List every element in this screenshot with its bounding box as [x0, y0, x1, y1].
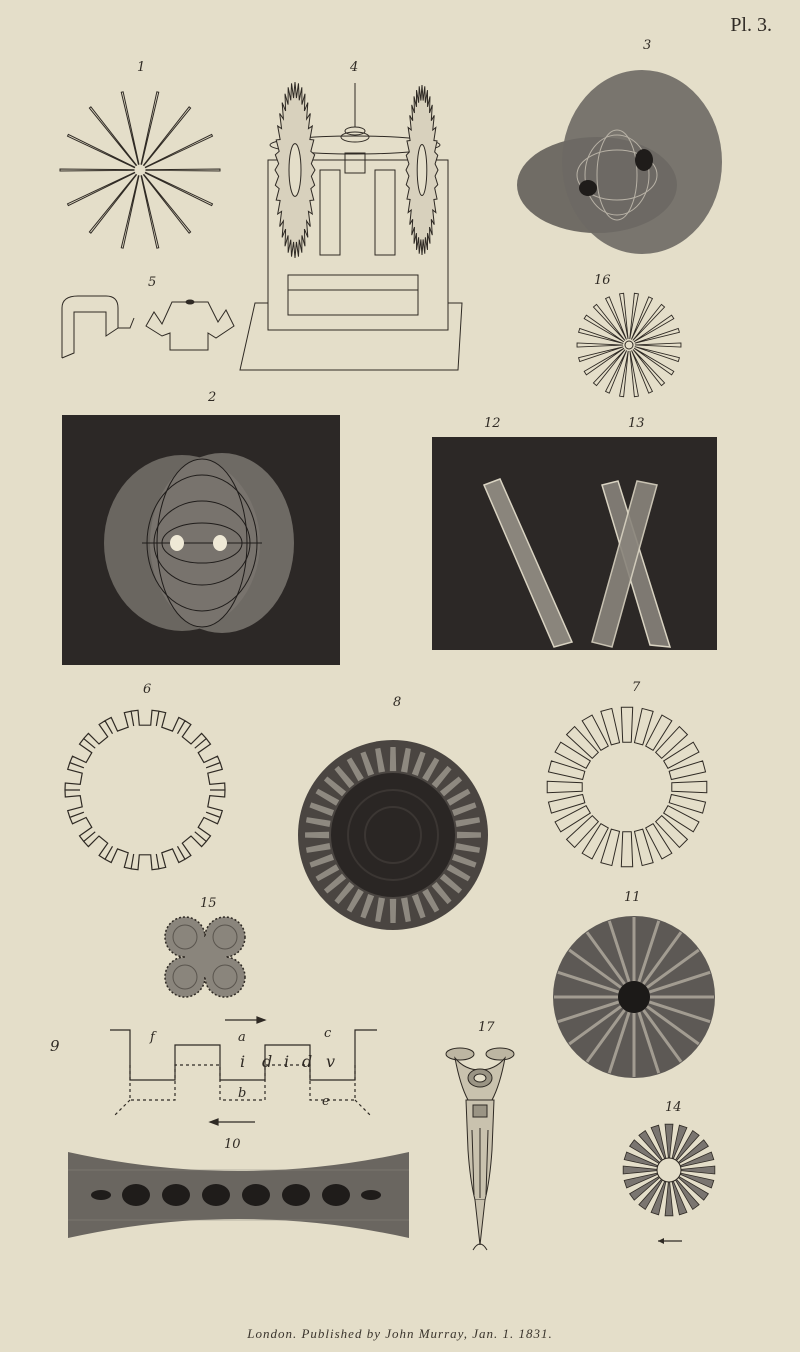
ray	[141, 92, 159, 164]
ray	[121, 176, 139, 248]
band-node	[162, 1184, 190, 1206]
disc-tick	[390, 899, 396, 923]
figure-9-letter-d: d	[262, 1052, 273, 1071]
figure-6-toothed-ring	[60, 705, 230, 875]
figure-3-label: 3	[643, 38, 652, 53]
ring-segment	[621, 707, 632, 742]
disc-stripe	[665, 1124, 673, 1158]
band-node	[202, 1184, 230, 1206]
figure-9-letter-i-2: i	[284, 1052, 290, 1071]
ring-segment	[672, 781, 707, 792]
figure-5-folded-plates	[58, 288, 243, 368]
figure-17-organism	[440, 1040, 520, 1255]
figure-8-label: 8	[393, 695, 402, 710]
figure-16-label: 16	[594, 273, 611, 288]
ray	[146, 169, 220, 171]
figure-9-letter-i: i	[240, 1052, 246, 1071]
figure-5-label: 5	[148, 275, 157, 290]
band-node	[122, 1184, 150, 1206]
figure-9-letter-f: f	[150, 1030, 155, 1045]
band-node	[282, 1184, 310, 1206]
figure-14-label: 14	[665, 1100, 682, 1115]
figure-9-letter-b: b	[238, 1086, 247, 1101]
band-node	[361, 1190, 381, 1200]
figure-13-label: 13	[628, 416, 645, 431]
ray	[60, 169, 134, 171]
ring-segment	[547, 781, 582, 792]
publisher-caption: London. Published by John Murray, Jan. 1. 1831.	[247, 1326, 553, 1341]
figure-1-label: 1	[137, 60, 146, 75]
figure-11-label: 11	[624, 890, 641, 905]
figure-14-striped-disc	[622, 1123, 717, 1248]
figure-16-star-disc	[572, 290, 687, 400]
figure-10-vibrating-band	[66, 1150, 411, 1240]
figure-9-letter-v: v	[326, 1052, 336, 1071]
figure-4-label: 4	[350, 60, 359, 75]
disc-stripe	[681, 1166, 715, 1174]
disc-tick	[305, 832, 329, 838]
plate-number: Pl. 3.	[730, 14, 772, 36]
figure-1-radiating-rays	[55, 85, 225, 255]
star-ray	[577, 343, 623, 347]
figure-9-label: 9	[50, 1037, 60, 1055]
band-node	[322, 1184, 350, 1206]
figure-9-letter-a: a	[238, 1030, 246, 1045]
disc-stripe	[665, 1182, 673, 1216]
figure-2-field-pattern	[62, 415, 340, 665]
ring-segment	[621, 832, 632, 867]
figure-7-rayed-ring	[545, 705, 710, 870]
figure-9-letter-e: e	[322, 1094, 330, 1109]
star-ray	[635, 343, 681, 347]
figure-9-letter-c: c	[324, 1026, 332, 1041]
figure-6-label: 6	[143, 682, 152, 697]
saw-hub	[417, 145, 427, 196]
figure-15-label: 15	[200, 896, 217, 911]
figure-10-label: 10	[224, 1137, 241, 1152]
figure-8-ringed-disc	[296, 738, 491, 933]
ray	[121, 92, 139, 164]
figure-9-letter-d-2: d	[302, 1052, 313, 1071]
figure-7-label: 7	[632, 680, 641, 695]
figure-4-apparatus	[230, 75, 470, 375]
figure-15-clover	[160, 912, 250, 1002]
figure-3-overlapping-discs	[512, 70, 727, 255]
figure-12-13-crossing-bands	[432, 437, 717, 650]
figure-2-label: 2	[208, 390, 217, 405]
band-node	[91, 1190, 111, 1200]
figure-12-label: 12	[484, 416, 501, 431]
saw-hub	[289, 144, 301, 197]
band-node	[242, 1184, 270, 1206]
figure-11-striped-wheel	[552, 915, 717, 1080]
figure-17-label: 17	[478, 1020, 495, 1035]
disc-stripe	[623, 1166, 657, 1174]
disc-tick	[457, 832, 481, 838]
disc-tick	[390, 747, 396, 771]
ray	[141, 176, 159, 248]
